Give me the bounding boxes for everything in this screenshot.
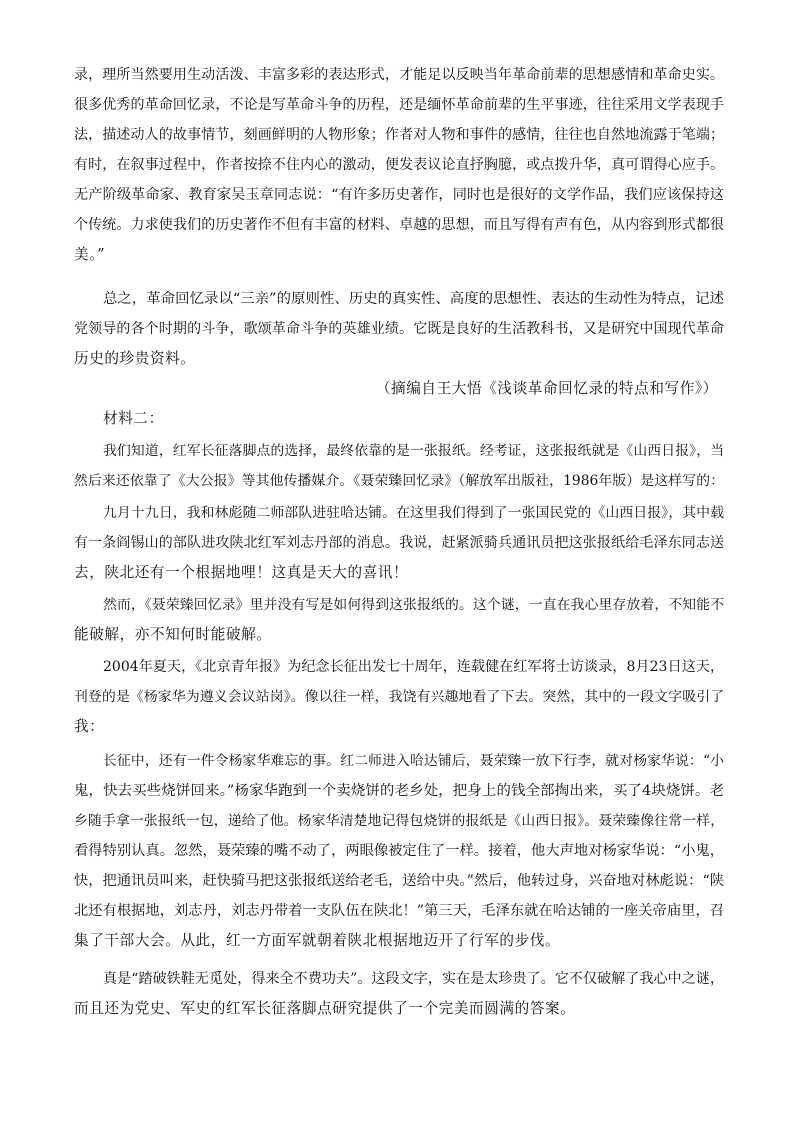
text-line: 看得特别认真。忽然，聂荣臻的嘴不动了，两眼像被定住了一样。接着，他大声地对杨家华说：“小鬼， — [74, 843, 724, 859]
text-line: 总之，革命回忆录以“三亲”的原则性、历史的真实性、高度的思想性、表达的生动性为特点，记述 — [103, 291, 724, 307]
text-line: 历史的珍贵资料。 — [74, 350, 196, 367]
text-line: 无产阶级革命家、教育家吴玉章同志说：“有许多历史著作，同时也是很好的文学作品，我们应该保持这 — [74, 187, 724, 203]
text-line: 而且还为党史、军史的红军长征落脚点研究提供了一个完美而圆满的答案。 — [74, 1000, 576, 1017]
text-line: 录，理所当然要用生动活泼、丰富多彩的表达形式，才能足以反映当年革命前辈的思想感情和革命史实。 — [74, 67, 724, 83]
text-line: 鬼，快去买些烧饼回来。”杨家华跑到一个卖烧饼的老乡处，把身上的钱全部掏出来，买了4块烧饼。老 — [74, 783, 724, 799]
text-line: 真是“踏破铁鞋无觅处，得来全不费功夫”。这段文字，实在是太珍贵了。它不仅破解了我心中之谜， — [103, 971, 724, 987]
text-line: 有时，在叙事过程中，作者按捺不住内心的激动，便发表议论直抒胸臆，或点拨升华，真可谓得心应手。 — [74, 157, 724, 173]
text-line: 九月十九日，我和林彪随二师部队进驻哈达铺。在这里我们得到了一张国民党的《山西日报》，其中载 — [103, 505, 724, 521]
text-line: 然后来还依靠了《大公报》等其他传播媒介。《聂荣臻回忆录》（解放军出版社，1986年版）是这样写的： — [74, 473, 724, 489]
text-line: 集了干部大会。从此，红一方面军就朝着陕北根据地迈开了行军的步伐。 — [74, 932, 561, 949]
text-line: 我们知道，红军长征落脚点的选择，最终依靠的是一张报纸。经考证，这张报纸就是《山西日报》，当 — [103, 443, 724, 459]
source-citation: （摘编自王大悟《浅谈革命回忆录的特点和写作》） — [375, 380, 718, 397]
text-line: 长征中，还有一件令杨家华难忘的事。红二师进入哈达铺后，聂荣臻一放下行李，就对杨家华说：“小 — [103, 753, 724, 769]
text-line: 很多优秀的革命回忆录，不论是写革命斗争的历程，还是缅怀革命前辈的生平事迹，往往采用文学表现手 — [74, 97, 724, 113]
text-line: 快，把通讯员叫来，赶快骑马把这张报纸送给老毛，送给中央。”然后，他转过身，兴奋地对林彪说：“陕 — [74, 873, 724, 889]
heading-text: 材料二： — [103, 410, 164, 427]
text-line: 党领导的各个时期的斗争，歌颂革命斗争的英雄业绩。它既是良好的生活教科书，又是研究中国现代革命 — [74, 321, 724, 337]
text-line: 法，描述动人的故事情节，刻画鲜明的人物形象；作者对人物和事件的感情，往往也自然地流露于笔端； — [74, 127, 724, 143]
text-line: 我： — [74, 718, 105, 735]
text-line: 有一条阎锡山的部队进攻陕北红军刘志丹部的消息。我说，赶紧派骑兵通讯员把这张报纸给毛泽东同志送 — [74, 535, 724, 551]
text-line: 去，陕北还有一个根据地哩！这真是天大的喜讯！ — [74, 564, 409, 581]
text-line: 北还有根据地，刘志丹，刘志丹带着一支队伍在陕北！”第三天，毛泽东就在哈达铺的一座关帝庙里，召 — [74, 903, 724, 919]
text-line: 个传统。力求使我们的历史著作不但有丰富的材料、卓越的思想，而且写得有声有色，从内容到形式都很 — [74, 217, 724, 233]
text-line: 乡随手拿一张报纸一包，递给了他。杨家华清楚地记得包烧饼的报纸是《山西日报》。聂荣臻像往常一样， — [74, 813, 724, 829]
text-line: 美。” — [74, 246, 106, 263]
text-line: 刊登的是《杨家华为遵义会议站岗》。像以往一样，我饶有兴趣地看了下去。突然，其中的一段文字吸引了 — [74, 689, 724, 705]
text-line: 能破解，亦不知何时能破解。 — [74, 626, 272, 643]
text-line: 2004年夏天，《北京青年报》为纪念长征出发七十周年，连载健在红军将士访谈录，8月23日这天， — [103, 659, 724, 675]
text-line: 然而，《聂荣臻回忆录》里并没有写是如何得到这张报纸的。这个谜，一直在我心里存放着，不知能不 — [103, 597, 724, 613]
